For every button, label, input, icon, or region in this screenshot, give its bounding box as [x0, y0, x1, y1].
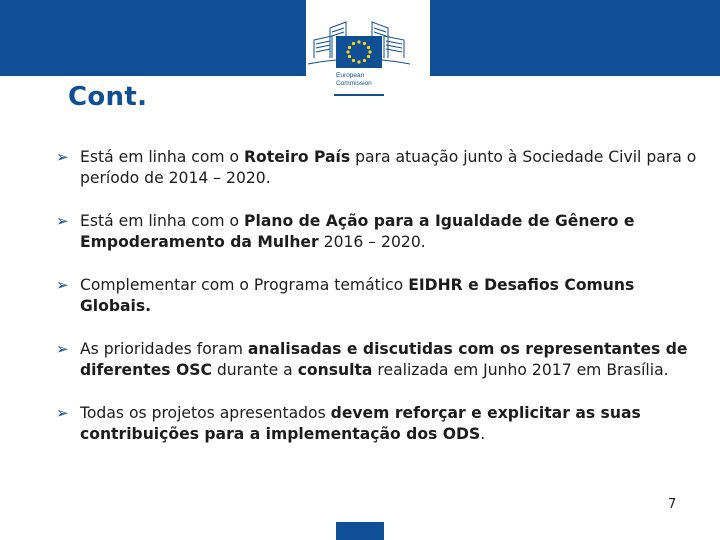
bullet-bold-text: Plano de Ação para a Igualdade de Gênero e Empoderamento da Mulher: [80, 212, 635, 251]
bullet-bold-text: consulta: [297, 361, 373, 379]
bullet-arrow-icon: ➢: [56, 148, 69, 166]
logo-underline: [334, 94, 384, 96]
logo-line-commission: Commission: [336, 80, 372, 87]
bullet-text: Todas os projetos apresentados: [80, 404, 331, 422]
european-commission-logo: [306, 0, 430, 100]
footer-tab: [336, 522, 384, 540]
bullet-text: durante a: [211, 361, 298, 379]
bullet-item: [56, 211, 706, 253]
bullet-text: realizada em Junho 2017 em Brasília.: [372, 361, 669, 379]
bullet-text: .: [480, 425, 486, 443]
bullet-arrow-icon: ➢: [56, 276, 69, 294]
logo-line-european: European: [336, 72, 365, 79]
bullet-item: [56, 147, 706, 189]
bullet-bold-text: EIDHR e Desafios Comuns Globais.: [80, 276, 635, 315]
bullet-list: [56, 147, 706, 467]
logo-text: [336, 72, 372, 88]
bullet-item: [56, 275, 706, 317]
bullet-arrow-icon: ➢: [56, 212, 69, 230]
bullet-bold-text: analisadas e discutidas com os representantes de diferentes OSC: [80, 340, 688, 379]
page-number: 7: [668, 497, 677, 512]
slide-title: Cont.: [68, 82, 148, 112]
bullet-text: 2016 – 2020.: [318, 233, 426, 251]
bullet-text: Está em linha com o: [80, 148, 245, 166]
bullet-bold-text: devem reforçar e explicitar as suas contribuições para a implementação dos ODS: [80, 404, 641, 443]
bullet-item: [56, 403, 706, 445]
bullet-text: para atuação junto à Sociedade Civil para o período de 2014 – 2020.: [80, 148, 697, 187]
bullet-text: Está em linha com o: [80, 212, 245, 230]
bullet-arrow-icon: ➢: [56, 404, 69, 422]
bullet-text: As prioridades foram: [80, 340, 248, 358]
bullet-text: Complementar com o Programa temático: [80, 276, 409, 294]
bullet-bold-text: Roteiro País: [244, 148, 351, 166]
bullet-item: [56, 339, 706, 381]
bullet-arrow-icon: ➢: [56, 340, 69, 358]
